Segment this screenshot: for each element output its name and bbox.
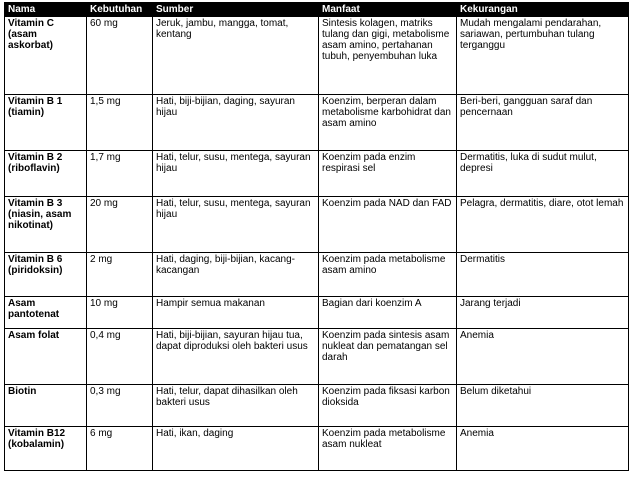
header-row bbox=[5, 3, 629, 17]
cell-kebutuhan: 1,7 mg bbox=[87, 151, 153, 197]
cell-kekurangan: Mudah mengalami pendarahan, sariawan, pertumbuhan tulang terganggu bbox=[457, 17, 629, 95]
header-nama: Nama bbox=[5, 3, 87, 17]
table-row bbox=[5, 95, 629, 151]
cell-sumber: Hati, daging, biji-bijian, kacang-kacangan bbox=[153, 253, 319, 297]
cell-kekurangan: Anemia bbox=[457, 427, 629, 471]
cell-nama: Vitamin B12 (kobalamin) bbox=[5, 427, 87, 471]
table-row bbox=[5, 17, 629, 95]
cell-kekurangan: Pelagra, dermatitis, diare, otot lemah bbox=[457, 197, 629, 253]
cell-sumber: Hati, telur, dapat dihasilkan oleh bakteri usus bbox=[153, 385, 319, 427]
cell-nama: Asam pantotenat bbox=[5, 297, 87, 329]
cell-kekurangan: Beri-beri, gangguan saraf dan pencernaan bbox=[457, 95, 629, 151]
cell-kebutuhan: 20 mg bbox=[87, 197, 153, 253]
cell-kebutuhan: 10 mg bbox=[87, 297, 153, 329]
cell-sumber: Hati, ikan, daging bbox=[153, 427, 319, 471]
cell-kekurangan: Dermatitis, luka di sudut mulut, depresi bbox=[457, 151, 629, 197]
cell-manfaat: Koenzim pada fiksasi karbon dioksida bbox=[319, 385, 457, 427]
cell-kebutuhan: 6 mg bbox=[87, 427, 153, 471]
cell-nama: Vitamin C (asam askorbat) bbox=[5, 17, 87, 95]
cell-kebutuhan: 0,3 mg bbox=[87, 385, 153, 427]
cell-manfaat: Koenzim pada sintesis asam nukleat dan pematangan sel darah bbox=[319, 329, 457, 385]
cell-manfaat: Koenzim pada metabolisme asam nukleat bbox=[319, 427, 457, 471]
cell-manfaat: Koenzim, berperan dalam metabolisme karbohidrat dan asam amino bbox=[319, 95, 457, 151]
header-kebutuhan: Kebutuhan bbox=[87, 3, 153, 17]
cell-sumber: Hati, biji-bijian, daging, sayuran hijau bbox=[153, 95, 319, 151]
cell-manfaat: Sintesis kolagen, matriks tulang dan gigi, metabolisme asam amino, pertahanan tubuh, penyembuhan luka bbox=[319, 17, 457, 95]
cell-manfaat: Bagian dari koenzim A bbox=[319, 297, 457, 329]
table-row bbox=[5, 151, 629, 197]
cell-nama: Vitamin B 3 (niasin, asam nikotinat) bbox=[5, 197, 87, 253]
cell-nama: Vitamin B 2 (riboflavin) bbox=[5, 151, 87, 197]
cell-kekurangan: Anemia bbox=[457, 329, 629, 385]
cell-manfaat: Koenzim pada metabolisme asam amino bbox=[319, 253, 457, 297]
cell-kebutuhan: 60 mg bbox=[87, 17, 153, 95]
header-sumber: Sumber bbox=[153, 3, 319, 17]
cell-manfaat: Koenzim pada NAD dan FAD bbox=[319, 197, 457, 253]
header-manfaat: Manfaat bbox=[319, 3, 457, 17]
cell-nama: Vitamin B 1 (tiamin) bbox=[5, 95, 87, 151]
cell-kebutuhan: 2 mg bbox=[87, 253, 153, 297]
table-row bbox=[5, 197, 629, 253]
cell-kekurangan: Dermatitis bbox=[457, 253, 629, 297]
vitamin-table-container bbox=[4, 2, 628, 471]
table-row bbox=[5, 329, 629, 385]
cell-sumber: Jeruk, jambu, mangga, tomat, kentang bbox=[153, 17, 319, 95]
cell-sumber: Hati, telur, susu, mentega, sayuran hijau bbox=[153, 197, 319, 253]
header-kekurangan: Kekurangan bbox=[457, 3, 629, 17]
cell-manfaat: Koenzim pada enzim respirasi sel bbox=[319, 151, 457, 197]
cell-kebutuhan: 1,5 mg bbox=[87, 95, 153, 151]
cell-sumber: Hampir semua makanan bbox=[153, 297, 319, 329]
table-row bbox=[5, 427, 629, 471]
cell-sumber: Hati, telur, susu, mentega, sayuran hijau bbox=[153, 151, 319, 197]
table-row bbox=[5, 385, 629, 427]
cell-kekurangan: Belum diketahui bbox=[457, 385, 629, 427]
cell-nama: Vitamin B 6 (piridoksin) bbox=[5, 253, 87, 297]
cell-nama: Asam folat bbox=[5, 329, 87, 385]
vitamin-table bbox=[4, 2, 629, 471]
cell-kebutuhan: 0,4 mg bbox=[87, 329, 153, 385]
cell-nama: Biotin bbox=[5, 385, 87, 427]
cell-sumber: Hati, biji-bijian, sayuran hijau tua, dapat diproduksi oleh bakteri usus bbox=[153, 329, 319, 385]
table-row bbox=[5, 297, 629, 329]
cell-kekurangan: Jarang terjadi bbox=[457, 297, 629, 329]
table-row bbox=[5, 253, 629, 297]
